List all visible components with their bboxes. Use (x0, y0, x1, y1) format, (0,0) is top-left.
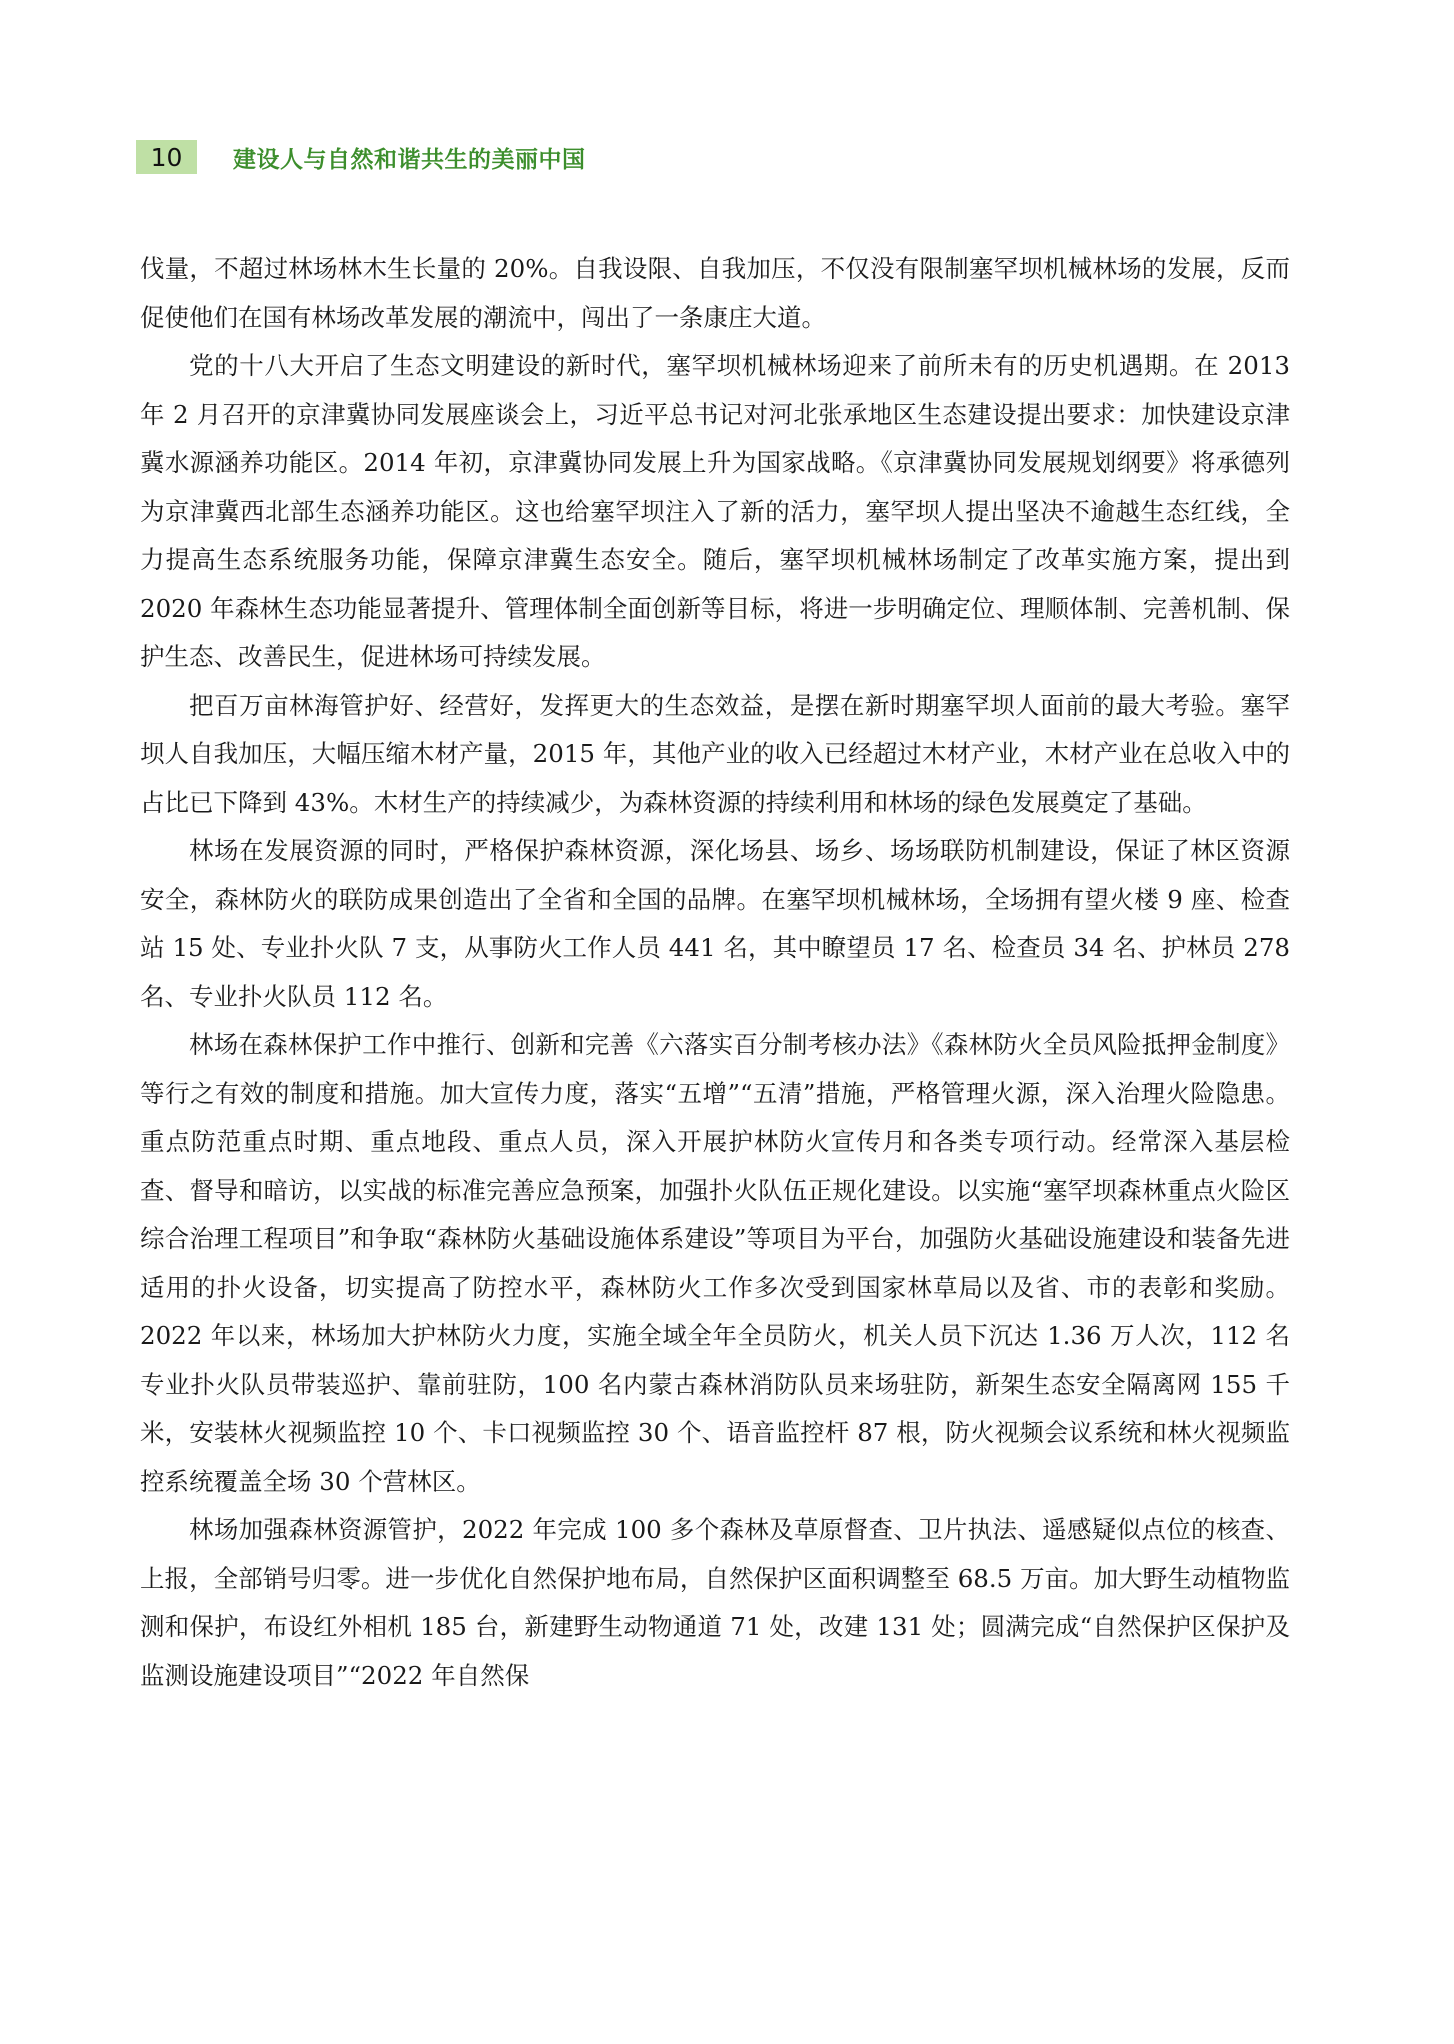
page-number: 10 (136, 140, 197, 174)
page-header (136, 140, 586, 174)
paragraph: 伐量，不超过林场林木生长量的 20%。自我设限、自我加压，不仅没有限制塞罕坝机械林场的发展，反而促使他们在国有林场改革发展的潮流中，闯出了一条康庄大道。 (140, 254, 1290, 332)
body-text (140, 245, 1290, 1700)
paragraph: 林场在发展资源的同时，严格保护森林资源，深化场县、场乡、场场联防机制建设，保证了林区资源安全，森林防火的联防成果创造出了全省和全国的品牌。在塞罕坝机械林场，全场拥有望火楼 9 座、检查站 15 处、专业扑火队 7 支，从事防火工作人员 441 名，其中瞭望员 17 名、检查员 34 名、护林员 278 名、专业扑火队员 112 名。 (140, 836, 1290, 1011)
running-title: 建设人与自然和谐共生的美丽中国 (233, 146, 586, 173)
paragraph: 林场在森林保护工作中推行、创新和完善《六落实百分制考核办法》《森林防火全员风险抵押金制度》等行之有效的制度和措施。加大宣传力度，落实“五增”“五清”措施，严格管理火源，深入治理火险隐患。重点防范重点时期、重点地段、重点人员，深入开展护林防火宣传月和各类专项行动。经常深入基层检查、督导和暗访，以实战的标准完善应急预案，加强扑火队伍正规化建设。以实施“塞罕坝森林重点火险区综合治理工程项目”和争取“森林防火基础设施体系建设”等项目为平台，加强防火基础设施建设和装备先进适用的扑火设备，切实提高了防控水平，森林防火工作多次受到国家林草局以及省、市的表彰和奖励。2022 年以来，林场加大护林防火力度，实施全域全年全员防火，机关人员下沉达 1.36 万人次，112 名专业扑火队员带装巡护、靠前驻防，100 名内蒙古森林消防队员来场驻防，新架生态安全隔离网 155 千米，安装林火视频监控 10 个、卡口视频监控 30 个、语音监控杆 87 根，防火视频会议系统和林火视频监控系统覆盖全场 30 个营林区。 (140, 1030, 1290, 1496)
paragraph: 林场加强森林资源管护，2022 年完成 100 多个森林及草原督查、卫片执法、遥感疑似点位的核查、上报，全部销号归零。进一步优化自然保护地布局，自然保护区面积调整至 68.5 万亩。加大野生动植物监测和保护，布设红外相机 185 台，新建野生动物通道 71 处，改建 131 处；圆满完成“自然保护区保护及监测设施建设项目”“2022 年自然保 (140, 1515, 1290, 1690)
paragraph: 把百万亩林海管护好、经营好，发挥更大的生态效益，是摆在新时期塞罕坝人面前的最大考验。塞罕坝人自我加压，大幅压缩木材产量，2015 年，其他产业的收入已经超过木材产业，木材产业在总收入中的占比已下降到 43%。木材生产的持续减少，为森林资源的持续利用和林场的绿色发展奠定了基础。 (140, 690, 1290, 817)
paragraph: 党的十八大开启了生态文明建设的新时代，塞罕坝机械林场迎来了前所未有的历史机遇期。在 2013 年 2 月召开的京津冀协同发展座谈会上，习近平总书记对河北张承地区生态建设提出要求：加快建设京津冀水源涵养功能区。2014 年初，京津冀协同发展上升为国家战略。《京津冀协同发展规划纲要》将承德列为京津冀西北部生态涵养功能区。这也给塞罕坝注入了新的活力，塞罕坝人提出坚决不逾越生态红线，全力提高生态系统服务功能，保障京津冀生态安全。随后，塞罕坝机械林场制定了改革实施方案，提出到 2020 年森林生态功能显著提升、管理体制全面创新等目标，将进一步明确定位、理顺体制、完善机制、保护生态、改善民生，促进林场可持续发展。 (140, 351, 1290, 671)
